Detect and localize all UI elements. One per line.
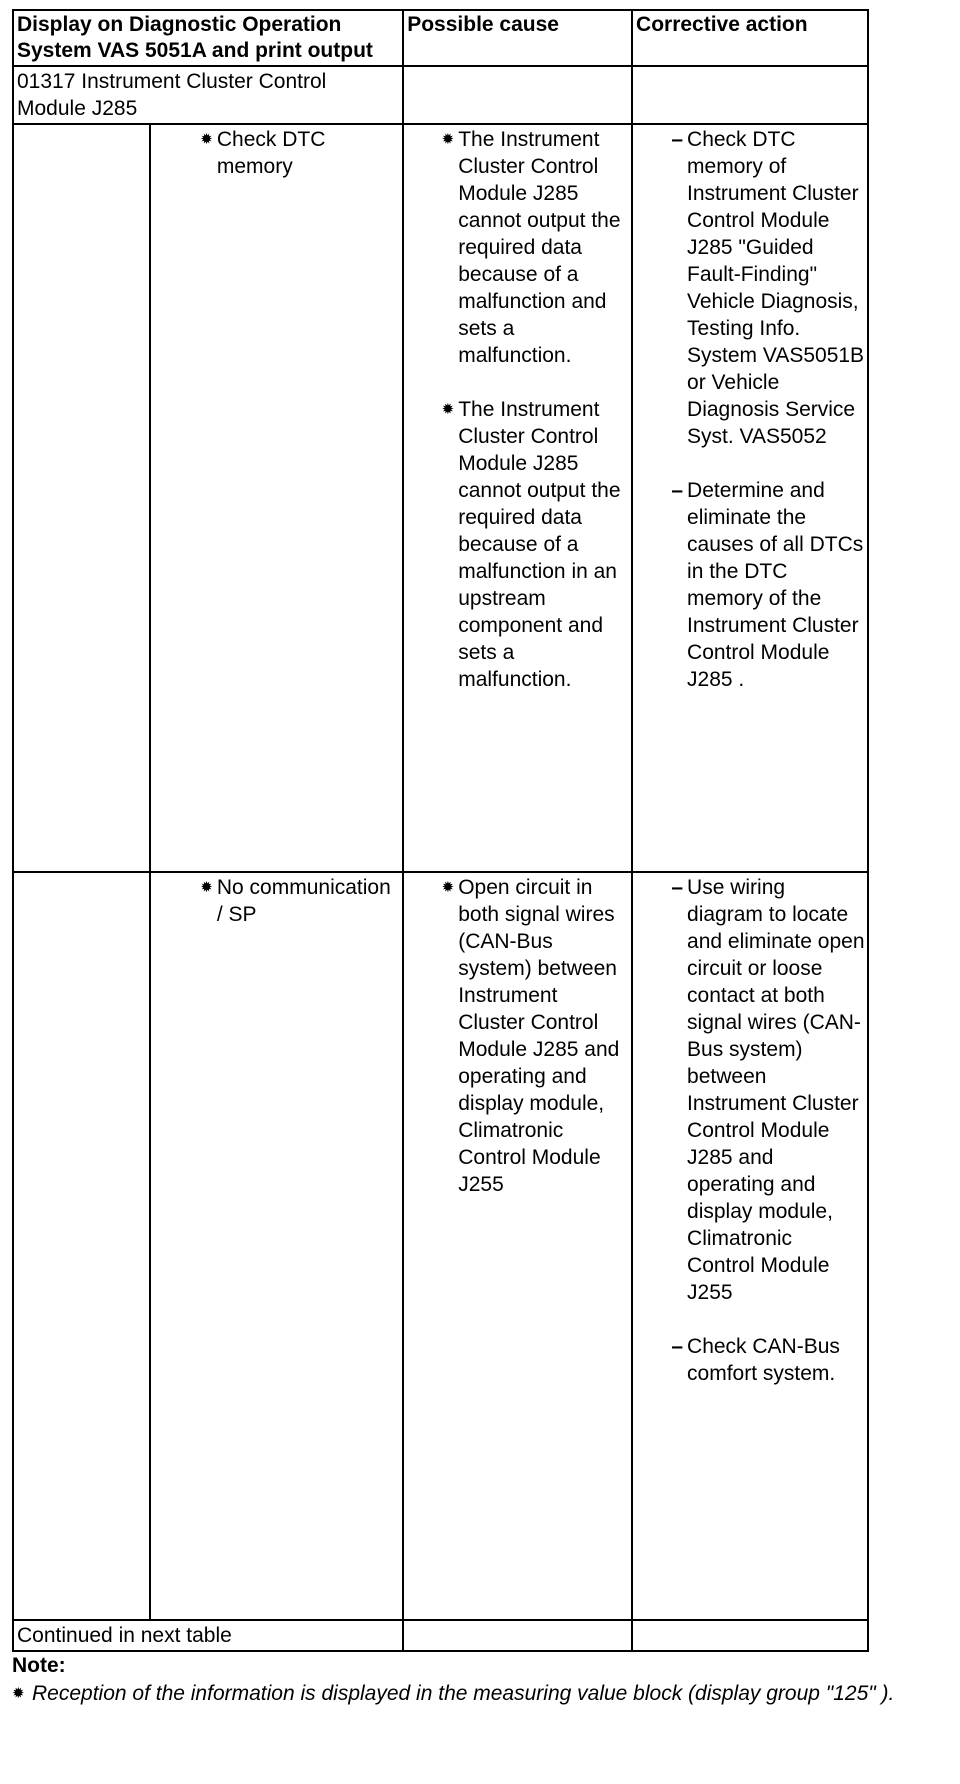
list-item: ✹ Check DTC memory <box>154 126 400 180</box>
header-display: Display on Diagnostic Operation System VAS 5051A and print output <box>13 10 403 66</box>
table-cell-empty <box>13 124 150 872</box>
diagnostic-table <box>12 9 869 1652</box>
list-item: – Use wiring diagram to locate and eliminate open circuit or loose contact at both signal wires (CAN-Bus system) between Instrument Cluster Control Module J285 and operating and display module, Climatronic Control Module J255 <box>636 874 865 1306</box>
action-cell <box>632 124 868 872</box>
list-item: ✹ The Instrument Cluster Control Module J285 cannot output the required data because of a malfunction in an upstream component and sets a malfunction. <box>407 396 629 693</box>
list-item: – Check CAN-Bus comfort system. <box>636 1333 865 1387</box>
footer-row <box>13 1620 868 1651</box>
module-label: 01317 Instrument Cluster Control Module J285 <box>13 66 403 124</box>
footer-label: Continued in next table <box>13 1620 403 1651</box>
footer-cause-empty <box>403 1620 632 1651</box>
table-header-row <box>13 10 868 66</box>
note-item <box>12 1680 942 1708</box>
display-cell <box>150 872 403 1620</box>
list-item: – Check DTC memory of Instrument Cluster Control Module J285 "Guided Fault-Finding" Vehicle Diagnosis, Testing Info. System VAS5051B or Vehicle Diagnosis Service Syst. VAS5052 <box>636 126 865 450</box>
action-cell <box>632 872 868 1620</box>
document-page <box>12 9 952 1708</box>
star-bullet-icon: ✹ <box>200 131 213 148</box>
note-section <box>12 1652 942 1708</box>
star-bullet-icon: ✹ <box>441 879 455 896</box>
module-row <box>13 66 868 124</box>
cause-cell <box>403 124 632 872</box>
table-row <box>13 872 868 1620</box>
dash-bullet-icon: – <box>671 876 684 899</box>
list-item: ✹ No communication / SP <box>154 874 400 928</box>
dash-bullet-icon: – <box>671 1335 684 1358</box>
list-item: ✹ Open circuit in both signal wires (CAN-Bus system) between Instrument Cluster Control Module J285 and operating and display module, Climatronic Control Module J255 <box>407 874 629 1198</box>
dash-bullet-icon: – <box>671 479 684 502</box>
module-action-empty <box>632 66 868 124</box>
star-bullet-icon: ✹ <box>441 401 455 418</box>
table-row <box>13 124 868 872</box>
list-item: ✹ The Instrument Cluster Control Module J285 cannot output the required data because of a malfunction and sets a malfunction. <box>407 126 629 369</box>
cause-cell <box>403 872 632 1620</box>
note-title: Note: <box>12 1654 66 1677</box>
star-bullet-icon: ✹ <box>200 879 213 896</box>
star-bullet-icon: ✹ <box>441 131 455 148</box>
header-action: Corrective action <box>632 10 868 66</box>
list-item: – Determine and eliminate the causes of all DTCs in the DTC memory of the Instrument Cluster Control Module J285 . <box>636 477 865 693</box>
header-cause: Possible cause <box>403 10 632 66</box>
display-cell <box>150 124 403 872</box>
footer-action-empty <box>632 1620 868 1651</box>
module-cause-empty <box>403 66 632 124</box>
table-cell-empty <box>13 872 150 1620</box>
note-text: Reception of the information is displayed in the measuring value block (display group "125" ). <box>32 1682 895 1705</box>
star-bullet-icon: ✹ <box>12 1685 25 1702</box>
dash-bullet-icon: – <box>671 128 684 151</box>
